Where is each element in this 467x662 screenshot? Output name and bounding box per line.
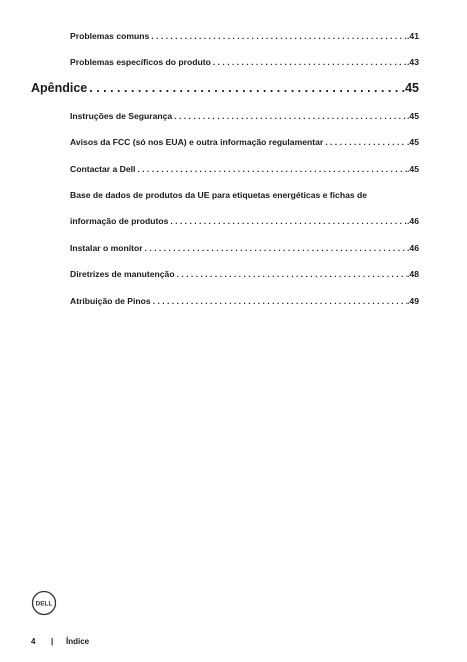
- toc-entry-instalar-monitor[interactable]: [70, 243, 419, 253]
- toc-entry-problemas-comuns[interactable]: [70, 31, 419, 41]
- toc-entry-apendice[interactable]: [31, 81, 419, 95]
- toc-page-number: .49: [407, 296, 419, 306]
- toc-page-number: .41: [407, 31, 419, 41]
- toc-entry-instrucoes-seguranca[interactable]: [70, 111, 419, 121]
- toc-entry-label: Avisos da FCC (só nos EUA) e outra informação regulamentar: [70, 137, 324, 147]
- footer-separator: |: [51, 637, 54, 646]
- toc-entry-avisos-fcc[interactable]: [70, 137, 419, 147]
- toc-entry-label: Atribuição de Pinos: [70, 296, 151, 306]
- dot-leader: [211, 57, 407, 67]
- toc-entry-base-dados-line2[interactable]: [70, 216, 419, 226]
- toc-entry-label: Diretrizes de manutenção: [70, 269, 175, 279]
- dot-leader: [87, 81, 401, 95]
- toc-page-number: .45: [407, 137, 419, 147]
- footer-section-title: Índice: [66, 637, 90, 646]
- toc-page-number: .45: [401, 81, 419, 95]
- toc-entry-base-dados-line1[interactable]: Base de dados de produtos da UE para etiquetas energéticas e fichas de: [70, 190, 368, 200]
- toc-entry-problemas-especificos[interactable]: [70, 57, 419, 67]
- dot-leader: [175, 269, 407, 279]
- toc-page-number: .45: [407, 164, 419, 174]
- toc-entry-label: Problemas específicos do produto: [70, 57, 211, 67]
- dot-leader: [135, 164, 407, 174]
- dot-leader: [168, 216, 407, 226]
- toc-entry-label: Instalar o monitor: [70, 243, 143, 253]
- toc-entry-label: Contactar a Dell: [70, 164, 136, 174]
- toc-page-number: .45: [407, 111, 419, 121]
- toc-page-number: .48: [407, 269, 419, 279]
- toc-chapter-label: Apêndice: [31, 81, 88, 95]
- toc-entry-diretrizes-manutencao[interactable]: [70, 269, 419, 279]
- dot-leader: [323, 137, 407, 147]
- footer-page-number: 4: [31, 637, 36, 646]
- toc-page-number: .43: [407, 57, 419, 67]
- dot-leader: [172, 111, 407, 121]
- toc-entry-atribuicao-pinos[interactable]: [70, 296, 419, 306]
- dot-leader: [149, 31, 407, 41]
- dell-logo-text: DELL: [35, 600, 53, 608]
- dot-leader: [151, 296, 407, 306]
- toc-page-number: .46: [407, 243, 419, 253]
- dell-logo: [31, 590, 57, 616]
- toc-entry-label: informação de produtos: [70, 216, 169, 226]
- toc-page-number: .46: [407, 216, 419, 226]
- toc-entry-contactar-dell[interactable]: [70, 164, 419, 174]
- toc-entry-label: Problemas comuns: [70, 31, 150, 41]
- dot-leader: [143, 243, 407, 253]
- toc-entry-label: Instruções de Segurança: [70, 111, 173, 121]
